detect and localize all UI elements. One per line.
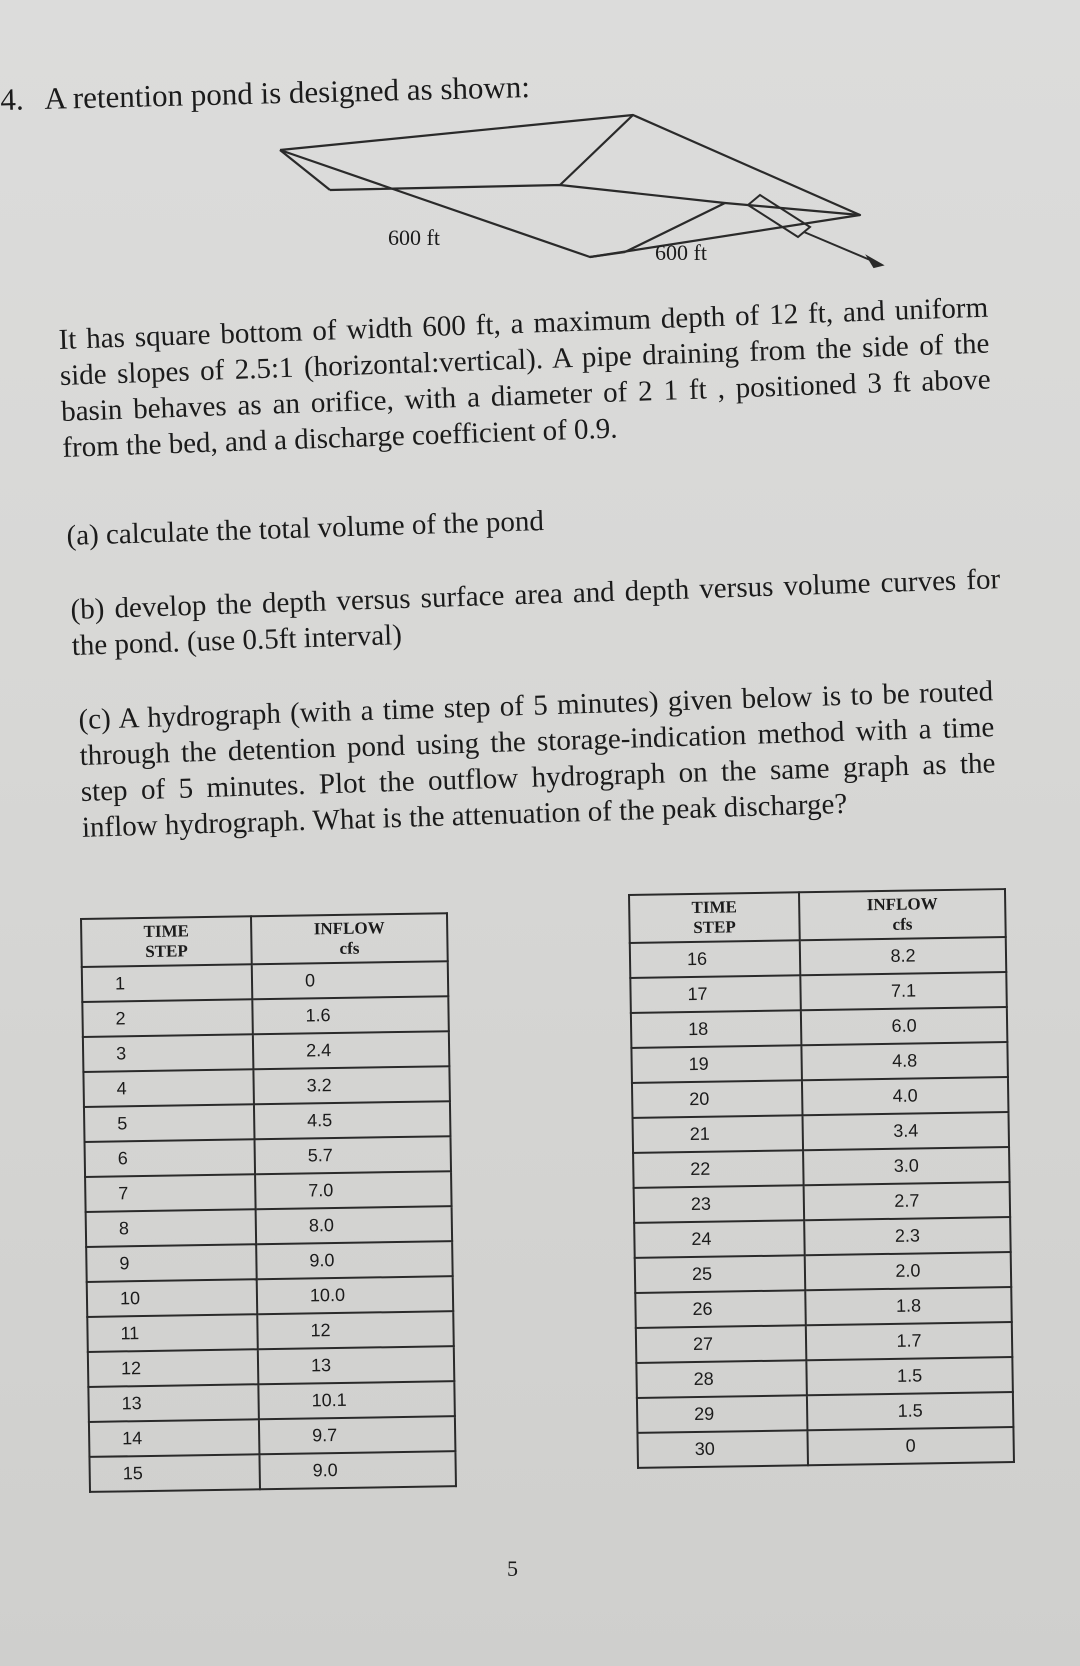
pond-corner-edge-top xyxy=(560,115,633,185)
time-step-cell: 9 xyxy=(86,1244,257,1282)
inflow-cell: 1.6 xyxy=(252,996,449,1034)
pond-corner-edge-right xyxy=(725,203,860,215)
time-step-cell: 10 xyxy=(87,1279,258,1317)
time-step-cell: 25 xyxy=(635,1255,806,1293)
inflow-cell: 1.8 xyxy=(805,1287,1012,1325)
time-step-cell: 12 xyxy=(88,1349,259,1387)
inflow-cell: 10.0 xyxy=(257,1276,454,1314)
table-row xyxy=(87,1311,454,1352)
table-row xyxy=(636,1357,1013,1398)
inflow-cell: 1.5 xyxy=(807,1392,1014,1430)
table-row xyxy=(89,1416,456,1457)
time-step-cell: 23 xyxy=(634,1185,805,1223)
inflow-cell: 9.0 xyxy=(259,1451,456,1489)
table-header-row xyxy=(629,889,1006,943)
table-row xyxy=(83,1066,450,1107)
table-row xyxy=(635,1287,1012,1328)
question-title: A retention pond is designed as shown: xyxy=(43,69,531,116)
table-row xyxy=(82,961,449,1002)
header-time-step: TIME STEP xyxy=(81,916,252,967)
time-step-cell: 1 xyxy=(82,964,253,1002)
table-row xyxy=(635,1252,1012,1293)
time-step-cell: 26 xyxy=(635,1290,806,1328)
header-time-step: TIME STEP xyxy=(629,892,800,943)
table-row xyxy=(83,1031,450,1072)
inflow-cell: 8.2 xyxy=(800,937,1007,975)
table-header-row xyxy=(81,913,448,967)
table-row xyxy=(637,1392,1014,1433)
time-step-cell: 22 xyxy=(633,1150,804,1188)
inflow-cell: 13 xyxy=(258,1346,455,1384)
inflow-cell: 1.7 xyxy=(806,1322,1013,1360)
table-row xyxy=(637,1427,1014,1468)
table-row xyxy=(87,1276,454,1317)
pond-corner-edge-front xyxy=(590,252,625,257)
table-row xyxy=(84,1101,451,1142)
time-step-cell: 19 xyxy=(631,1045,802,1083)
diagram-label-width: 600 ft xyxy=(388,225,440,250)
time-step-cell: 7 xyxy=(85,1174,256,1212)
time-step-cell: 6 xyxy=(85,1139,256,1177)
time-step-cell: 24 xyxy=(634,1220,805,1258)
pond-corner-edge-left xyxy=(280,150,330,190)
pond-diagram-svg xyxy=(270,105,930,305)
inflow-cell: 4.5 xyxy=(254,1101,451,1139)
inflow-cell: 4.8 xyxy=(801,1042,1008,1080)
time-step-cell: 11 xyxy=(87,1314,258,1352)
time-step-cell: 29 xyxy=(637,1395,808,1433)
time-step-cell: 5 xyxy=(84,1104,255,1142)
inflow-cell: 10.1 xyxy=(258,1381,455,1419)
time-step-cell: 4 xyxy=(83,1069,254,1107)
part-b-text: (b) develop the depth versus surface area and depth versus volume curves for the pond. (use 0.5ft interval) xyxy=(70,563,1001,662)
inflow-cell: 7.0 xyxy=(255,1171,452,1209)
time-step-cell: 13 xyxy=(88,1384,259,1422)
part-c-text: (c) A hydrograph (with a time step of 5 minutes) given below is to be routed through the detention pond using the storage-indication method with a time step of 5 minutes. Plot the outflow hydrograph on the same graph as the inflow hydrograph. What is the attenuation of the peak discharge? xyxy=(78,675,996,844)
inflow-cell: 7.1 xyxy=(800,972,1007,1010)
header-inflow: INFLOW cfs xyxy=(799,889,1006,940)
table-row xyxy=(630,937,1007,978)
inflow-table-left xyxy=(80,912,457,1493)
inflow-cell: 9.0 xyxy=(256,1241,453,1279)
time-step-cell: 18 xyxy=(631,1010,802,1048)
inflow-cell: 6.0 xyxy=(801,1007,1008,1045)
table-row xyxy=(630,972,1007,1013)
table-row xyxy=(633,1112,1010,1153)
time-step-cell: 15 xyxy=(89,1454,260,1492)
inflow-cell: 4.0 xyxy=(802,1077,1009,1115)
pond-diagram xyxy=(270,105,930,305)
time-step-cell: 16 xyxy=(630,940,801,978)
inflow-cell: 3.0 xyxy=(803,1147,1010,1185)
time-step-cell: 30 xyxy=(637,1430,808,1468)
table-row xyxy=(82,996,449,1037)
question-number: 4. xyxy=(0,81,25,117)
time-step-cell: 28 xyxy=(636,1360,807,1398)
inflow-cell: 9.7 xyxy=(259,1416,456,1454)
inflow-cell: 2.3 xyxy=(804,1217,1011,1255)
table-row xyxy=(631,1007,1008,1048)
diagram-label-length: 600 ft xyxy=(655,240,707,265)
inflow-cell: 3.2 xyxy=(253,1066,450,1104)
table-row xyxy=(86,1241,453,1282)
inflow-cell: 2.7 xyxy=(804,1182,1011,1220)
table-row xyxy=(631,1042,1008,1083)
time-step-cell: 14 xyxy=(89,1419,260,1457)
table-row xyxy=(88,1346,455,1387)
table-row xyxy=(86,1206,453,1247)
table-row xyxy=(634,1217,1011,1258)
table-row xyxy=(632,1077,1009,1118)
time-step-cell: 3 xyxy=(83,1034,254,1072)
inflow-table-right xyxy=(628,888,1015,1469)
time-step-cell: 27 xyxy=(636,1325,807,1363)
table-row xyxy=(89,1451,456,1492)
inflow-cell: 0 xyxy=(252,961,449,999)
table-row xyxy=(633,1147,1010,1188)
part-a-text: (a) calculate the total volume of the pond xyxy=(66,504,545,552)
table-row xyxy=(636,1322,1013,1363)
inflow-cell: 3.4 xyxy=(802,1112,1009,1150)
time-step-cell: 21 xyxy=(633,1115,804,1153)
time-step-cell: 8 xyxy=(86,1209,257,1247)
table-row xyxy=(88,1381,455,1422)
table-row xyxy=(85,1171,452,1212)
header-inflow: INFLOW cfs xyxy=(251,913,448,964)
table-row xyxy=(85,1136,452,1177)
inflow-cell: 5.7 xyxy=(254,1136,451,1174)
inflow-cell: 2.0 xyxy=(805,1252,1012,1290)
inflow-cell: 1.5 xyxy=(806,1357,1013,1395)
table-row xyxy=(634,1182,1011,1223)
time-step-cell: 20 xyxy=(632,1080,803,1118)
problem-description: It has square bottom of width 600 ft, a maximum depth of 12 ft, and uniform side slopes of 2.5:1 (horizontal:vertical). A pipe draining from the side of the basin behaves as an orifice, with a diameter of 2 1 ft , positioned 3 ft above from the bed, and a discharge coefficient of 0.9. xyxy=(58,291,992,464)
inflow-cell: 8.0 xyxy=(256,1206,453,1244)
page-number: 5 xyxy=(507,1556,518,1581)
time-step-cell: 17 xyxy=(630,975,801,1013)
inflow-cell: 2.4 xyxy=(253,1031,450,1069)
inflow-cell: 0 xyxy=(807,1427,1014,1465)
inflow-cell: 12 xyxy=(257,1311,454,1349)
time-step-cell: 2 xyxy=(82,999,253,1037)
